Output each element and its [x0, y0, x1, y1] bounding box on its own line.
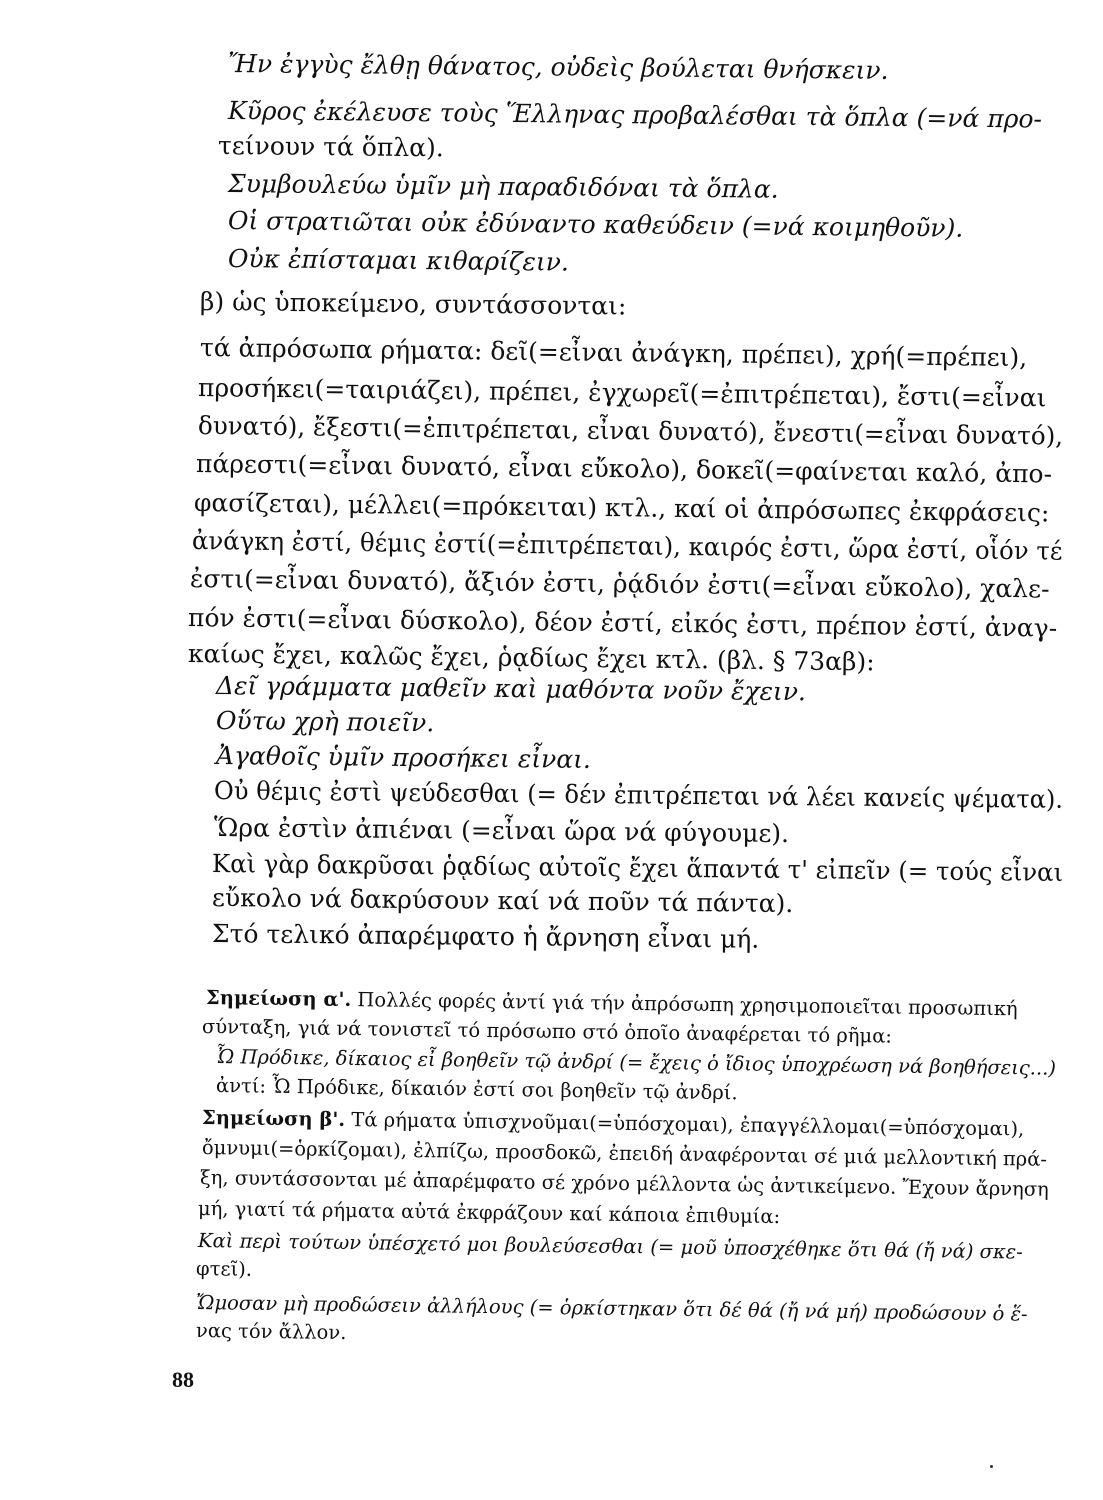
note-a-line: Σημείωση α'. Πολλές φορές ἀντί γιά τήν ἀπρόσωπη χρησιμοποιεῖται προσωπική: [205, 986, 1018, 1021]
example-line: Ἤν ἐγγὺς ἔλθῃ θάνατος, οὐδεὶς βούλεται θνήσκειν.: [227, 49, 889, 85]
example-line: Ἀγαθοῖς ὑμῖν προσήκει εἶναι.: [215, 741, 592, 774]
example-line: Οὐ θέμις ἐστὶ ψεύδεσθαι (= δέν ἐπιτρέπεται νά λέει κανείς ψέματα).: [213, 776, 1064, 814]
example-line: Οὐκ ἐπίσταμαι κιθαρίζειν.: [227, 244, 570, 277]
scan-speck: [990, 1465, 993, 1468]
example-line: Κῦρος ἐκέλευσε τοὺς Ἕλληνας προβαλέσθαι τὰ ὅπλα (=νά προ-: [227, 96, 1043, 134]
example-line: εὔκολο νά δακρύσουν καί νά ποῦν τά πάντα).: [211, 883, 794, 919]
note-a-line: σύνταξη, γιά νά τονιστεῖ τό πρόσωπο στό ὁποῖο ἀναφέρεται τό ρῆμα:: [201, 1015, 893, 1048]
example-line: Οὕτω χρὴ ποιεῖν.: [215, 706, 435, 738]
note-a-example: Ὦ Πρόδικε, δίκαιος εἶ βοηθεῖν τῷ ἀνδρί (= ἔχεις ὁ ἴδιος ὑποχρέωση νά βοηθήσεις...): [215, 1045, 1057, 1080]
body-line: ἐστι(=εἶναι δυνατό), ἄξιόν ἐστι, ῥᾴδιόν ἐστι(=εἶναι εὔκολο), χαλε-: [189, 564, 1050, 604]
section-heading: β) ὡς ὑποκείμενο, συντάσσονται:: [199, 287, 627, 321]
example-line: Συμβουλεύω ὑμῖν μὴ παραδιδόναι τὰ ὅπλα.: [227, 169, 779, 204]
example-line: Οἱ στρατιῶται οὐκ ἐδύναντο καθεύδειν (=νά κοιμηθοῦν).: [227, 206, 964, 243]
note-b-example: Ὤμοσαν μὴ προδώσειν ἀλλήλους (= ὁρκίστηκαν ὅτι δέ θά (ἤ νά μή) προδώσουν ὁ ἕ-: [195, 1291, 1028, 1326]
example-line: Δεῖ γράμματα μαθεῖν καὶ μαθόντα νοῦν ἔχειν.: [215, 671, 807, 707]
page-number: 88: [172, 1367, 194, 1392]
note-b-line: ξη, συντάσσονται μέ ἀπαρέμφατο σέ χρόνο μέλλοντα ὡς ἀντικείμενο. Ἔχουν ἄρνηση: [199, 1166, 1049, 1201]
note-b-label: Σημείωση β'.: [201, 1106, 346, 1131]
note-a-line: ἀντί: Ὦ Πρόδικε, δίκαιόν ἐστί σοι βοηθεῖν τῷ ἀνδρί.: [215, 1074, 738, 1105]
note-b-line: νας τόν ἄλλον.: [195, 1319, 347, 1345]
note-b-line: φτεῖ).: [195, 1257, 253, 1281]
body-line: προσήκει(=ταιριάζει), πρέπει, ἐγχωρεῖ(=ἐπιτρέπεται), ἔστι(=εἶναι: [197, 373, 1047, 413]
example-line: τείνουν τά ὅπλα).: [217, 131, 444, 163]
body-line: ἀνάγκη ἐστί, θέμις ἐστί(=ἐπιτρέπεται), καιρός ἐστι, ὥρα ἐστί, οἷόν τέ: [191, 526, 1063, 566]
example-line: Καὶ γὰρ δακρῦσαι ῥᾳδίως αὐτοῖς ἔχει ἅπαντά τ' εἰπεῖν (= τούς εἶναι: [211, 849, 1064, 887]
body-line: καίως ἔχει, καλῶς ἔχει, ῥᾳδίως ἔχει κτλ. (βλ. § 73αβ):: [187, 639, 875, 677]
example-line: Στό τελικό ἀπαρέμφατο ἡ ἄρνηση εἶναι μή.: [211, 919, 760, 954]
body-line: φασίζεται), μέλλει(=πρόκειται) κτλ., καί οἱ ἀπρόσωπες ἐκφράσεις:: [193, 488, 1050, 528]
body-line: δυνατό), ἔξεστι(=ἐπιτρέπεται, εἶναι δυνατό), ἔνεστι(=εἶναι δυνατό),: [197, 411, 1064, 451]
note-b-line: Σημείωση β'. Τά ρήματα ὑπισχνοῦμαι(=ὑπόσχομαι), ἐπαγγέλλομαι(=ὑπόσχομαι),: [201, 1106, 1025, 1141]
note-a-label: Σημείωση α'.: [205, 986, 352, 1012]
body-line: πόν ἐστι(=εἶναι δύσκολο), δέον ἐστί, εἰκός ἐστι, πρέπον ἐστί, ἀναγ-: [187, 603, 1058, 643]
example-line: Ὥρα ἐστὶν ἀπιέναι (=εἶναι ὥρα νά φύγουμε).: [213, 813, 790, 849]
body-line: πάρεστι(=εἶναι δυνατό, εἶναι εὔκολο), δοκεῖ(=φαίνεται καλό, ἀπο-: [195, 449, 1053, 489]
note-b-line: ὄμνυμι(=ὁρκίζομαι), ἐλπίζω, προσδοκῶ, ἐπειδή ἀναφέρονται σέ μιά μελλοντική πρά-: [201, 1136, 1048, 1171]
note-b-example: Καὶ περὶ τούτων ὑπέσχετό μοι βουλεύσεσθαι (= μοῦ ὑποσχέθηκε ὅτι θά (ἤ νά) σκε-: [197, 1229, 1023, 1264]
note-b-line: μή, γιατί τά ρήματα αὐτά ἐκφράζουν καί κάποια ἐπιθυμία:: [197, 1197, 781, 1229]
body-line: τά ἀπρόσωπα ρήματα: δεῖ(=εἶναι ἀνάγκη, πρέπει), χρή(=πρέπει),: [199, 333, 1028, 373]
